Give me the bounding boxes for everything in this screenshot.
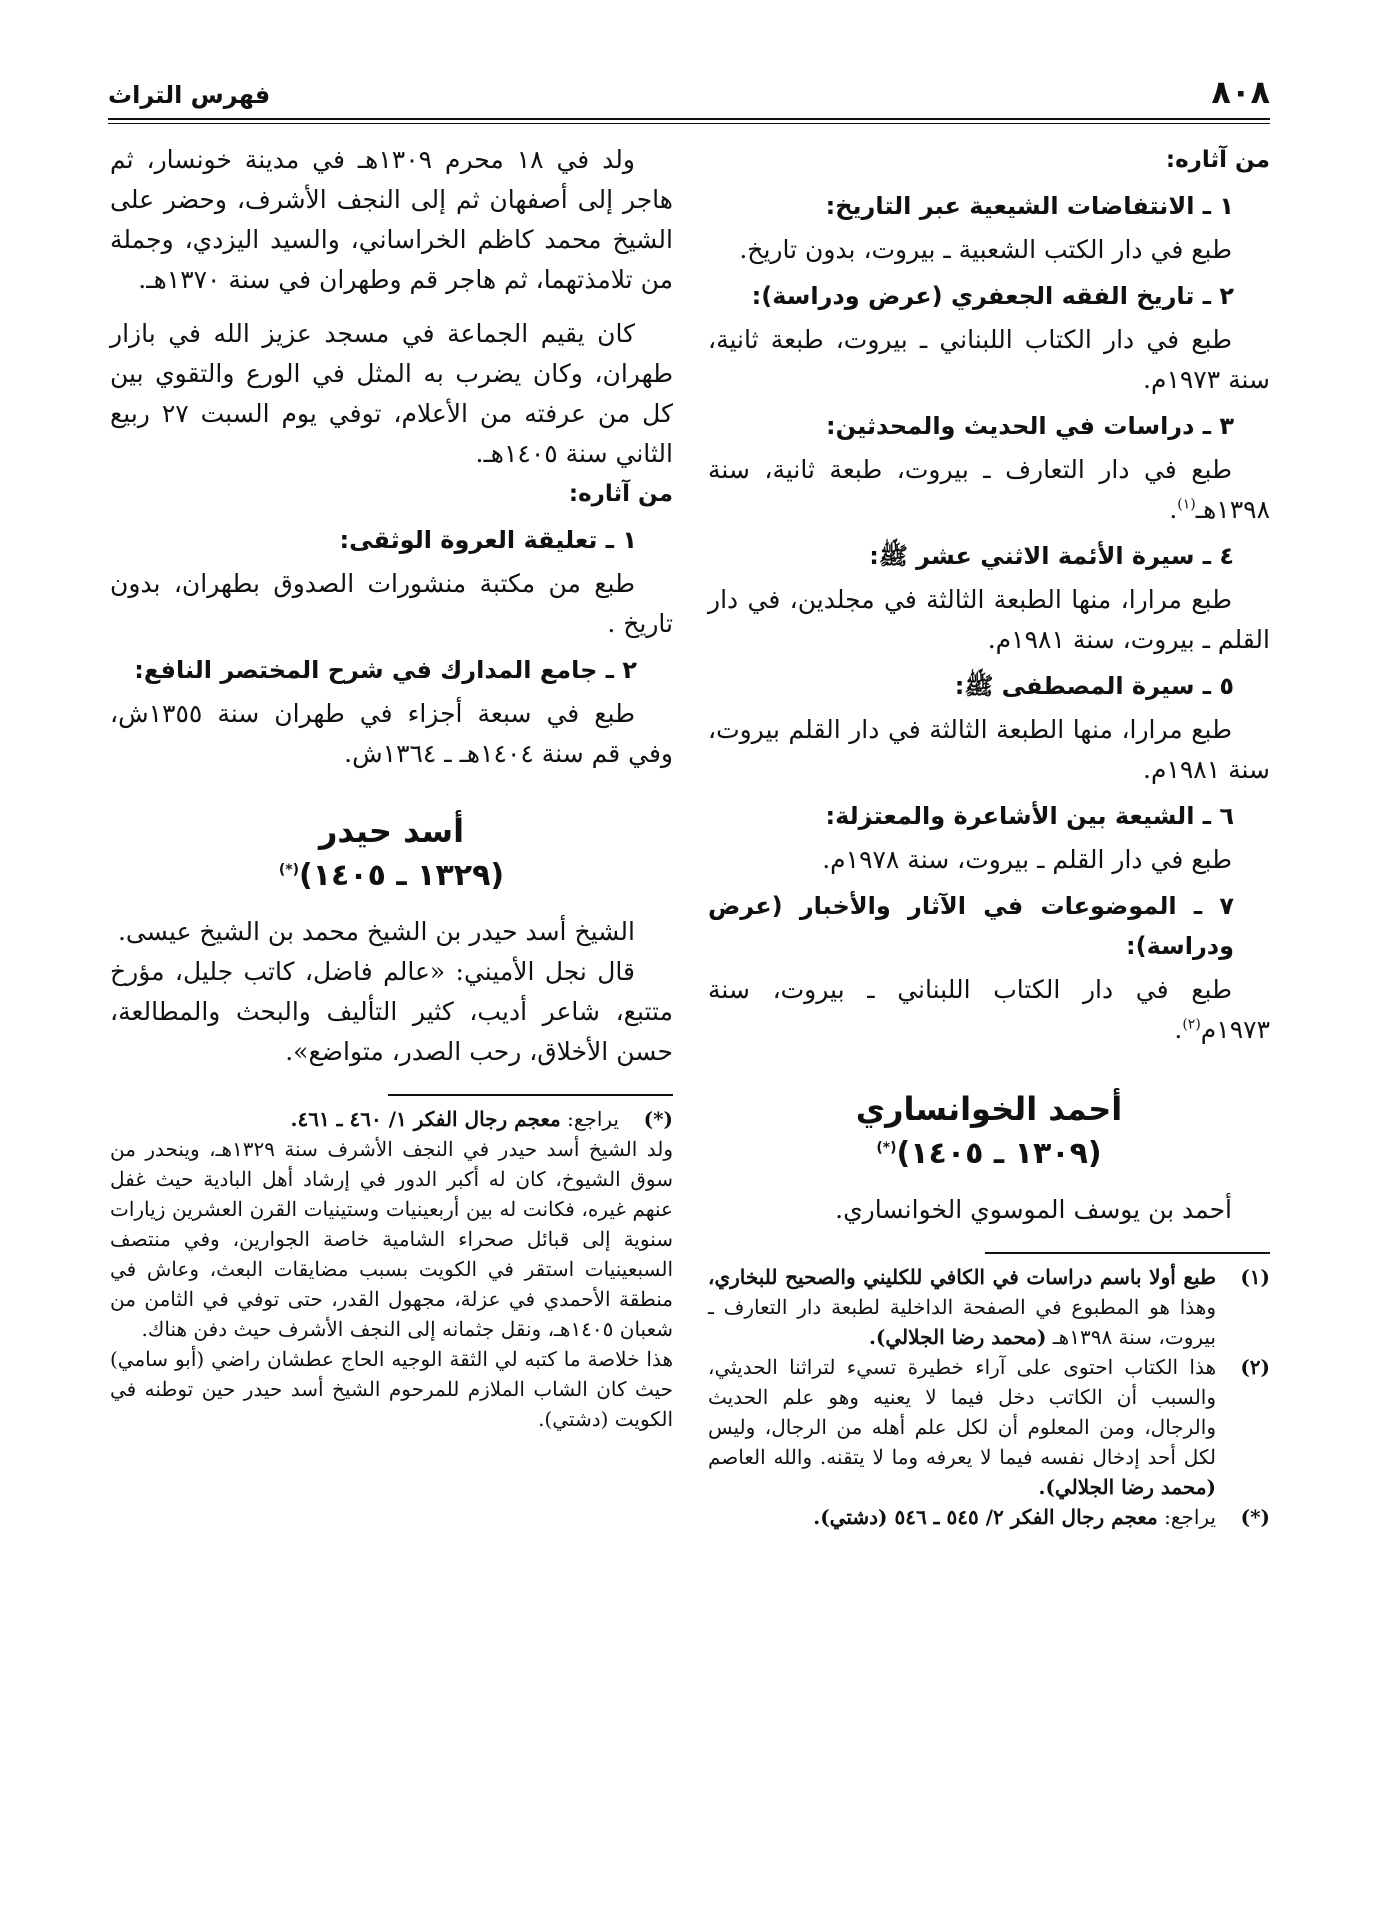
footnote-bold: طبع أولا باسم دراسات في الكافي للكليني والصحيح للبخاري، (708, 1265, 1216, 1289)
footnote (110, 1104, 673, 1134)
work-title: ١ ـ تعليقة العروة الوثقى: (339, 526, 637, 554)
work-note-end: . (1169, 495, 1178, 524)
work-title: ١ ـ الانتفاضات الشيعية عبر التاريخ: (825, 192, 1234, 220)
footnote-rule (388, 1094, 673, 1096)
page-header (108, 72, 1270, 116)
footnote-text (708, 1262, 1216, 1352)
biography-name: أسد حيدر (318, 812, 465, 850)
work-note-end: . (1174, 1015, 1183, 1044)
footnote-marker: (٢) (1240, 1355, 1270, 1379)
work-title: ٥ ـ سيرة المصطفى ﷺ: (954, 672, 1234, 700)
dates-text: (١٣٢٩ ـ ١٤٠٥) (299, 858, 505, 893)
work-note: طبع من مكتبة منشورات الصدوق بطهران، بدون تاريخ . (110, 569, 673, 638)
footnote-signature: (محمد رضا الجلالي). (1038, 1475, 1216, 1499)
header-rule (108, 118, 1270, 120)
footnote-marker: (*) (643, 1107, 673, 1131)
work-title: ٢ ـ جامع المدارك في شرح المختصر النافع: (134, 656, 637, 684)
work-title: ٢ ـ تاريخ الفقه الجعفري (عرض ودراسة): (751, 282, 1234, 310)
work-note: طبع مرارا، منها الطبعة الثالثة في دار القلم بيروت، سنة ١٩٨١م. (708, 715, 1270, 784)
footnote-signature: (محمد رضا الجلالي). (868, 1325, 1047, 1349)
biography-quote: قال نجل الأميني: «عالم فاضل، كاتب جليل، مؤرخ متتبع، شاعر أديب، كثير التأليف والبحث والمطالعة، حسن الأخلاق، رحب الصدر، متواضع». (110, 957, 673, 1066)
footnote-continuation: ولد الشيخ أسد حيدر في النجف الأشرف سنة ١٣٢٩هـ، وينحدر من سوق الشيوخ، كان له أكبر الدور في إرشاد أهل البادية حيث غفل عنهم غيره، فكانت له بين أربعينيات وستينيات القرن العشرين زيارات سنوية إلى قبائل صحراء الشامية خاصة الجوارين، وفي منتصف السبعينيات استقر في الكويت بسبب مضايقات البعث، وعاش في منطقة الأحمدي في عزلة، مجهول القدر، حتى توفي في الثامن من شعبان ١٤٠٥هـ، ونقل جثمانه إلى النجف الأشرف حيث دفن هناك. (110, 1137, 674, 1341)
footnote-reference: (١) (1177, 496, 1196, 513)
work-note: طبع في دار الكتب الشعبية ـ بيروت، بدون تاريخ. (739, 235, 1232, 264)
work-title: ٤ ـ سيرة الأئمة الاثني عشر ﷺ: (869, 542, 1234, 570)
work-note: طبع مرارا، منها الطبعة الثالثة في مجلدين، في دار القلم ـ بيروت، سنة ١٩٨١م. (708, 585, 1270, 654)
footnote (708, 1352, 1270, 1502)
footnote-signature: معجم رجال الفكر ٢/ ٥٤٥ ـ ٥٤٦ (دشتي). (813, 1505, 1158, 1529)
footnote-reference: (٢) (1182, 1016, 1201, 1033)
footnote-text (110, 1104, 619, 1134)
footnote-reference-title: معجم رجال الفكر ١/ ٤٦٠ ـ ٤٦١. (290, 1107, 561, 1131)
work-title: ٦ ـ الشيعة بين الأشاعرة والمعتزلة: (825, 802, 1234, 830)
works-heading: من آثاره: (1165, 147, 1270, 173)
header-rule-thin (108, 123, 1270, 124)
work-note: طبع في دار الكتاب اللبناني ـ بيروت، طبعة ثانية، سنة ١٩٧٣م. (708, 325, 1270, 394)
footnote-prefix: يراجع: (560, 1107, 619, 1131)
dates-text: (١٣٠٩ ـ ١٤٠٥) (896, 1136, 1102, 1171)
left-column (110, 140, 673, 1434)
biography-full-name: الشيخ أسد حيدر بن الشيخ محمد بن الشيخ عيسى. (117, 917, 635, 946)
footnote (708, 1262, 1270, 1352)
biography-full-name: أحمد بن يوسف الموسوي الخوانساري. (835, 1195, 1232, 1224)
biography-dates (110, 854, 673, 898)
footnote-marker: (١) (1240, 1265, 1270, 1289)
work-note (708, 450, 1270, 530)
running-title: فهرس التراث (108, 81, 271, 109)
biography-paragraph: ولد في ١٨ محرم ١٣٠٩هـ في مدينة خونسار، ثم هاجر إلى أصفهان ثم إلى النجف الأشرف، وحضر على الشيخ محمد كاظم الخراساني، والسيد اليزدي، وجملة من تلامذتهما، ثم هاجر قم وطهران في سنة ١٣٧٠هـ. (110, 145, 673, 294)
works-heading: من آثاره: (568, 481, 673, 507)
work-title: ٧ ـ الموضوعات في الآثار والأخبار (عرض ودراسة): (708, 892, 1234, 960)
footnote-body: وهذا هو المطبوع في الصفحة الداخلية لطبعة دار التعارف ـ بيروت، سنة ١٣٩٨هـ (708, 1295, 1216, 1349)
work-note-text: طبع في دار التعارف ـ بيروت، طبعة ثانية، سنة ١٣٩٨هـ (708, 455, 1270, 524)
biography-paragraph: كان يقيم الجماعة في مسجد عزيز الله في بازار طهران، وكان يضرب به المثل في الورع والتقوي بين كل من عرفته من الأعلام، توفي يوم السبت ٢٧ ربيع الثاني سنة ١٤٠٥هـ. (110, 319, 674, 468)
footnote-continuation: هذا خلاصة ما كتبه لي الثقة الوجيه الحاج عطشان راضي (أبو سامي) حيث كان الشاب الملازم للمرحوم الشيخ أسد حيدر حين توطنه في الكويت (دشتي). (110, 1347, 673, 1431)
page-number: ٨٠٨ (1211, 73, 1270, 111)
biography-name: أحمد الخوانساري (855, 1090, 1123, 1128)
work-note (708, 970, 1270, 1050)
footnote (708, 1502, 1270, 1532)
footnote-text (708, 1352, 1216, 1502)
right-column (708, 140, 1270, 1532)
work-note: طبع في سبعة أجزاء في طهران سنة ١٣٥٥ش، وفي قم سنة ١٤٠٤هـ ـ ١٣٦٤ش. (110, 699, 673, 768)
work-note: طبع في دار القلم ـ بيروت، سنة ١٩٧٨م. (822, 845, 1232, 874)
footnote-body: يراجع: (1157, 1505, 1216, 1529)
footnote-body: هذا الكتاب احتوى على آراء خطيرة تسيء لتراثنا الحديثي، والسبب أن الكاتب دخل فيما لا يعنيه وهو علم الحديث والرجال، ومن المعلوم أن لكل علم أهله من الرجال، وليس لكل أحد إدخال نفسه فيما لا يعرفه وما لا يتقنه. والله العاصم (708, 1355, 1216, 1469)
footnote-rule (985, 1252, 1270, 1254)
work-title: ٣ ـ دراسات في الحديث والمحدثين: (826, 412, 1234, 440)
footnote-star: (*) (876, 1140, 897, 1156)
footnote-star: (*) (278, 862, 300, 878)
biography-dates (708, 1132, 1270, 1176)
footnote-marker: (*) (1240, 1505, 1270, 1529)
footnote-text (708, 1502, 1216, 1532)
work-note-text: طبع في دار الكتاب اللبناني ـ بيروت، سنة ١٩٧٣م (708, 975, 1270, 1044)
